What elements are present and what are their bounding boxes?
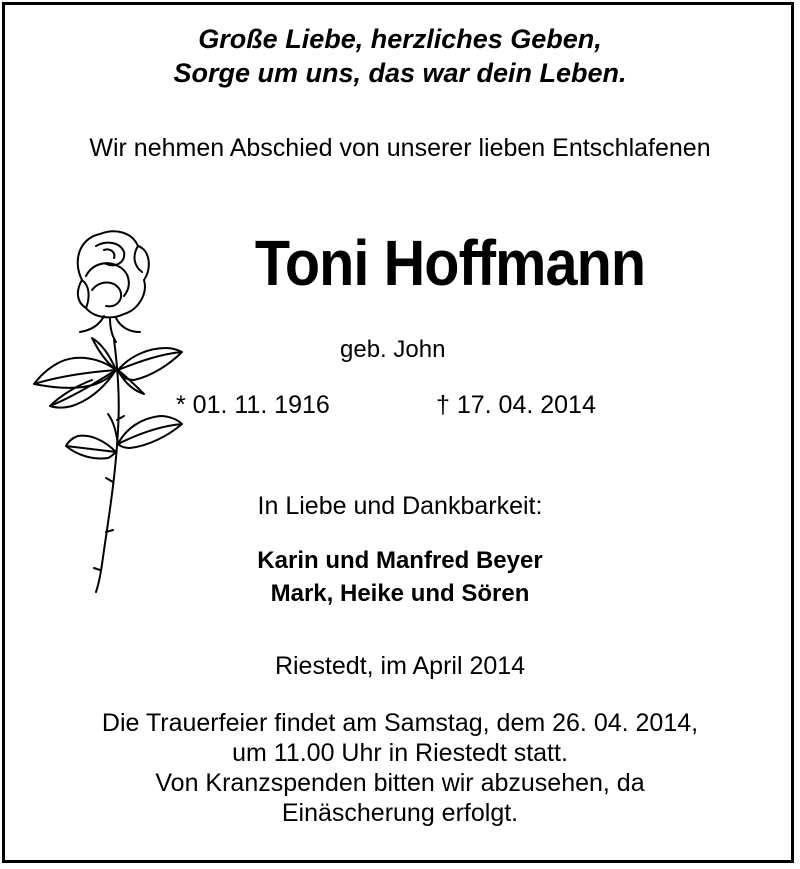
mourners-line-1: Karin und Manfred Beyer xyxy=(257,547,543,574)
mourners xyxy=(170,544,630,610)
funeral-info xyxy=(0,708,800,828)
deceased-name: Toni Hoffmann xyxy=(254,227,646,299)
funeral-line-1: Die Trauerfeier findet am Samstag, dem 26. 04. 2014, xyxy=(101,709,699,737)
birth-date: * 01. 11. 1916 xyxy=(176,391,330,419)
funeral-line-2: um 11.00 Uhr in Riestedt statt. xyxy=(232,739,568,767)
funeral-line-4: Einäscherung erfolgt. xyxy=(281,799,519,827)
rose-icon xyxy=(20,220,190,600)
maiden-name: geb. John xyxy=(340,336,446,363)
place-date: Riestedt, im April 2014 xyxy=(274,652,526,680)
death-date: † 17. 04. 2014 xyxy=(436,391,596,419)
thanks-text: In Liebe und Dankbarkeit: xyxy=(257,492,543,520)
motto-line-2: Sorge um uns, das war dein Leben. xyxy=(173,58,627,88)
mourners-line-2: Mark, Heike und Sören xyxy=(270,580,530,607)
motto xyxy=(0,22,800,90)
motto-line-1: Große Liebe, herzliches Geben, xyxy=(198,24,602,54)
funeral-line-3: Von Kranzspenden bitten wir abzusehen, da xyxy=(155,769,645,797)
intro-text: Wir nehmen Abschied von unserer lieben Entschlafenen xyxy=(89,134,711,162)
